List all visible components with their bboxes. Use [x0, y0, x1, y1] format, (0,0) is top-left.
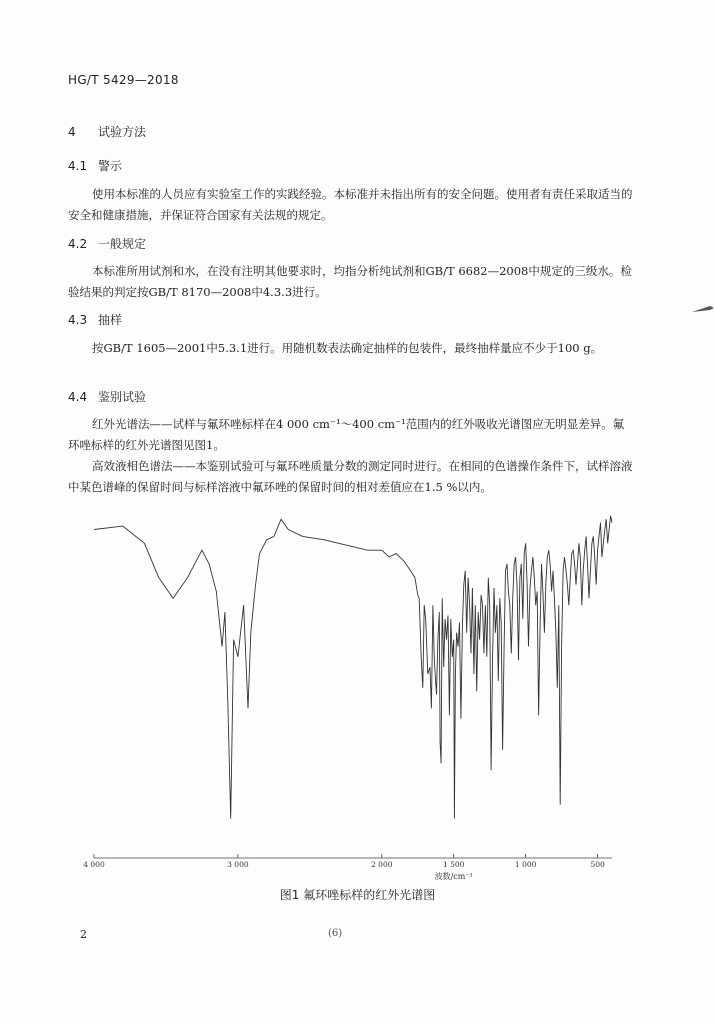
x-tick-label: 4 000 — [83, 860, 105, 869]
standard-code: HG/T 5429—2018 — [68, 73, 179, 87]
section-4-2-text — [68, 261, 634, 303]
section-4-heading — [68, 123, 146, 140]
x-axis-label: 波数/cm⁻¹ — [434, 872, 473, 881]
section-4-1-heading — [68, 157, 122, 174]
paragraph: 本标准所用试剂和水，在没有注明其他要求时，均指分析纯试剂和GB/T 6682—2008中规定的三级水。检验结果的判定按GB/T 8170—2008中4.3.3进行。 — [68, 264, 632, 299]
figure-caption: 图1 氟环唑标样的红外光谱图 — [279, 888, 436, 902]
paragraph: 按GB/T 1605—2001中5.3.1进行。用随机数表法确定抽样的包装件，最终抽样量应不少于100 g。 — [92, 341, 603, 355]
x-tick-label: 1 500 — [442, 860, 465, 869]
section-4-2-heading — [68, 235, 146, 252]
x-tick-label: 3 000 — [227, 860, 249, 869]
section-number: 4 — [68, 125, 76, 139]
paragraph-hplc-method: 高效液相色谱法——本鉴别试验可与氟环唑质量分数的测定同时进行。在相同的色谱操作条件下，试样溶液中某色谱峰的保留时间与标样溶液中氟环唑的保留时间的相对差值应在1.5 %以内。 — [68, 459, 633, 494]
x-tick-label: 500 — [590, 860, 605, 869]
paragraph-ir-method: 红外光谱法——试样与氟环唑标样在4 000 cm⁻¹～400 cm⁻¹范围内的红外吸收光谱图应无明显差异。氟环唑标样的红外光谱图见图1。 — [68, 417, 625, 452]
section-4-3-text — [68, 338, 634, 359]
x-tick-label: 2 000 — [371, 860, 393, 869]
section-title: 一般规定 — [98, 237, 147, 251]
section-4-3-heading — [68, 311, 122, 328]
section-title: 试验方法 — [98, 125, 147, 139]
section-4-1-text — [68, 184, 634, 226]
section-number: 4.2 — [68, 237, 88, 251]
ir-spectrum-chart — [80, 496, 630, 881]
section-title: 抽样 — [98, 313, 123, 327]
section-number: 4.1 — [68, 159, 88, 173]
section-title: 鉴别试验 — [98, 390, 147, 404]
section-number: 4.4 — [68, 390, 88, 404]
section-4-4-text — [68, 414, 634, 498]
spectrum-line-0 — [94, 516, 612, 819]
section-title: 警示 — [98, 159, 123, 173]
section-4-4-heading — [68, 388, 146, 405]
section-number: 4.3 — [68, 313, 88, 327]
page-number: 2 — [80, 928, 87, 941]
paragraph: 使用本标准的人员应有实验室工作的实践经验。本标准并未指出所有的安全问题。使用者有责任采取适当的安全和健康措施，并保证符合国家有关法规的规定。 — [68, 187, 633, 222]
scan-mark-icon — [690, 302, 715, 318]
footer-mark: (6) — [328, 928, 343, 939]
x-tick-label: 1 000 — [514, 860, 537, 869]
